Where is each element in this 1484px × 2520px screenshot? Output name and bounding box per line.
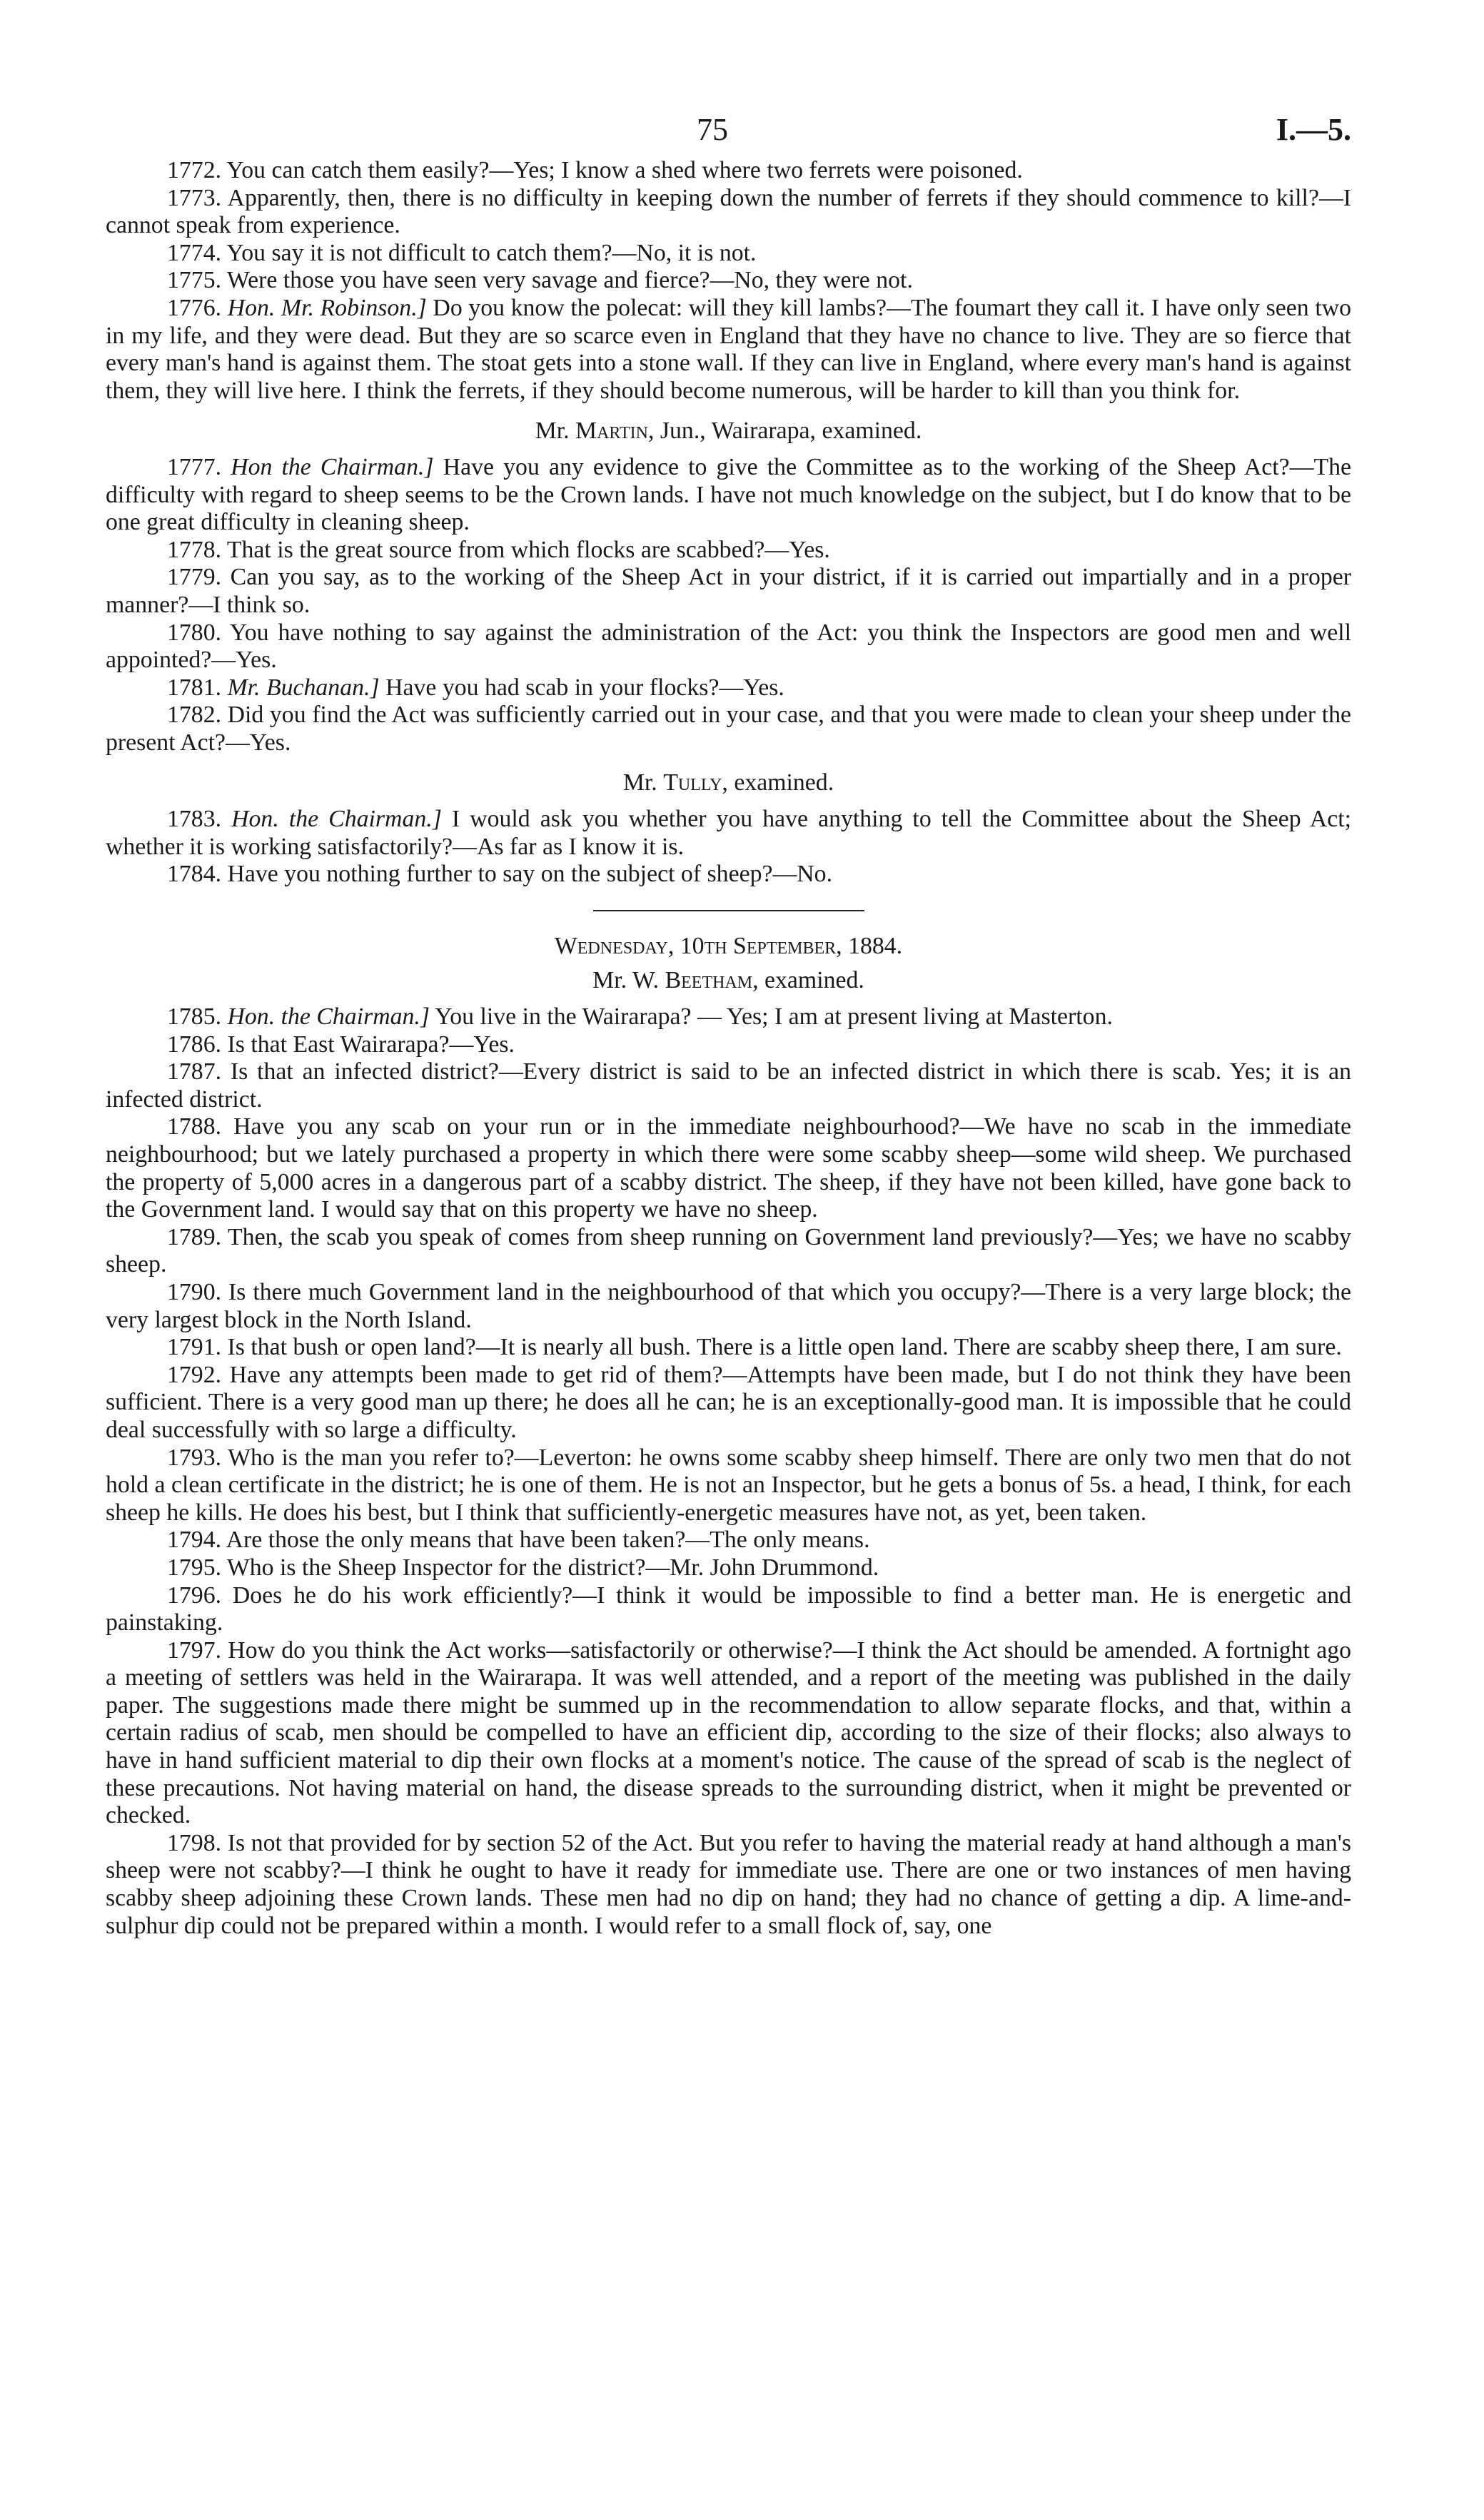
paragraph-text: Do you know the polecat: will they kill lambs?—The foumart they call it. I have only seen two in my life, and they were dead. But they are so scarce even in England that they have no chance to live. They are so fierce that every man's hand is against them. The stoat gets into a stone wall. If they can live in England, where every man's hand is against them, they will live here. I think the ferrets, if they should become numerous, will be harder to kill than you think for. bbox=[106, 294, 1352, 404]
date-heading-text: Wednesday, 10th September bbox=[554, 932, 837, 959]
paragraph-text: Have you any evidence to give the Committee as to the working of the Sheep Act?—The difficulty with regard to sheep seems to be the Crown lands. I have not much knowledge on the subject, but I do know that to be one great difficulty in cleaning sheep. bbox=[106, 453, 1351, 536]
paragraph: 1784. Have you nothing further to say on the subject of sheep?—No. bbox=[167, 861, 833, 888]
speaker-name: Hon the Chairman.] bbox=[231, 453, 434, 480]
paragraph: 1774. You say it is not difficult to catch them?—No, it is not. bbox=[167, 239, 757, 266]
document-body bbox=[106, 157, 1351, 1940]
question-number: 1783. bbox=[167, 806, 222, 833]
paragraph-text: Have you had scab in your flocks?—Yes. bbox=[385, 674, 784, 701]
witness-heading bbox=[106, 769, 1351, 797]
paragraph bbox=[106, 806, 1351, 861]
document-reference: I.—5. bbox=[1276, 112, 1351, 147]
speaker-name: Hon. the Chairman.] bbox=[227, 1003, 430, 1031]
witness-prefix: Mr. W. bbox=[592, 967, 660, 994]
witness-name: Beetham bbox=[665, 967, 753, 994]
speaker-name: Hon. Mr. Robinson.] bbox=[227, 294, 427, 321]
witness-heading bbox=[106, 967, 1351, 995]
witness-name: Martin bbox=[575, 418, 648, 445]
question-number: 1781. bbox=[167, 674, 222, 701]
witness-prefix: Mr. bbox=[535, 418, 570, 445]
paragraph-text: You live in the Wairarapa? — Yes; I am at present living at Masterton. bbox=[435, 1003, 1113, 1031]
document-page bbox=[106, 107, 1351, 1940]
witness-suffix: , examined. bbox=[722, 769, 834, 796]
witness-prefix: Mr. bbox=[622, 769, 657, 796]
section-divider bbox=[593, 910, 864, 911]
witness-suffix: , Jun., Wairarapa, examined. bbox=[647, 418, 922, 445]
paragraph: 1790. Is there much Government land in the neighbourhood of that which you occupy?—There is a very large block; the very largest block in the North Island. bbox=[106, 1278, 1351, 1333]
witness-suffix: , examined. bbox=[752, 967, 864, 994]
page-number: 75 bbox=[697, 112, 728, 147]
paragraph-text: I would ask you whether you have anything to tell the Committee about the Sheep Act; whether it is working satisfactorily?—As far as I know it is. bbox=[106, 806, 1352, 860]
paragraph: 1796. Does he do his work efficiently?—I think it would be impossible to find a better man. He is energetic and painstaking. bbox=[106, 1582, 1351, 1636]
paragraph: 1798. Is not that provided for by section 52 of the Act. But you refer to having the material ready at hand although a man's sheep were not scabby?—I think he ought to have it ready for immediate use. There are one or two instances of men having scabby sheep adjoining these Crown lands. These men had no dip on hand; they had no chance of getting a dip. A lime-and-sulphur dip could not be prepared within a month. I would refer to a small flock of, say, one bbox=[106, 1829, 1351, 1939]
paragraph: 1772. You can catch them easily?—Yes; I know a shed where two ferrets were poisoned. bbox=[167, 157, 1023, 183]
question-number: 1785. bbox=[167, 1003, 222, 1031]
speaker-name: Hon. the Chairman.] bbox=[231, 806, 442, 833]
paragraph: 1797. How do you think the Act works—satisfactorily or otherwise?—I think the Act should be amended. A fortnight ago a meeting of settlers was held in the Wairarapa. It was well attended, and a report of the meeting was published in the daily paper. The suggestions made there might be summed up in the recommendation to allow separate flocks, and that, within a certain radius of scab, men should be compelled to have an efficient dip, according to the size of their flocks; also always to have in hand sufficient material to dip their own flocks at a moment's notice. The cause of the spread of scab is the neglect of these precautions. Not having material on hand, the disease spreads to the surrounding district, when it might be prevented or checked. bbox=[106, 1636, 1351, 1829]
paragraph: 1778. That is the great source from which flocks are scabbed?—Yes. bbox=[167, 536, 830, 563]
paragraph: 1791. Is that bush or open land?—It is nearly all bush. There is a little open land. There are scabby sheep there, I am sure. bbox=[167, 1334, 1342, 1361]
date-heading-year: , 1884. bbox=[836, 932, 903, 959]
paragraph: 1792. Have any attempts been made to get rid of them?—Attempts have been made, but I do not think they have been sufficient. There is a very good man up there; he does all he can; he is an exceptionally-good man. It is impossible that he could deal successfully with so large a difficulty. bbox=[106, 1361, 1351, 1443]
page-header bbox=[106, 107, 1351, 157]
witness-name: Tully bbox=[663, 769, 722, 796]
paragraph: 1775. Were those you have seen very savage and fierce?—No, they were not. bbox=[167, 267, 913, 294]
speaker-name: Mr. Buchanan.] bbox=[227, 674, 380, 701]
paragraph: 1794. Are those the only means that have been taken?—The only means. bbox=[167, 1527, 870, 1554]
paragraph: 1780. You have nothing to say against the administration of the Act: you think the Inspectors are good men and well appointed?—Yes. bbox=[106, 619, 1351, 674]
paragraph: 1795. Who is the Sheep Inspector for the district?—Mr. John Drummond. bbox=[167, 1554, 879, 1581]
paragraph: 1788. Have you any scab on your run or in the immediate neighbourhood?—We have no scab in the immediate neighbourhood; but we lately purchased a property in which there were some scabby sheep—some wild sheep. We purchased the property of 5,000 acres in a dangerous part of a scabby district. The sheep, if they have not been killed, have gone back to the Government land. I would say that on this property we have no sheep. bbox=[106, 1113, 1351, 1223]
paragraph: 1786. Is that East Wairarapa?—Yes. bbox=[167, 1031, 515, 1058]
paragraph: 1773. Apparently, then, there is no difficulty in keeping down the number of ferrets if they should commence to kill?—I cannot speak from experience. bbox=[106, 184, 1351, 239]
paragraph: 1782. Did you find the Act was sufficiently carried out in your case, and that you were made to clean your sheep under the present Act?—Yes. bbox=[106, 702, 1351, 756]
paragraph: 1793. Who is the man you refer to?—Leverton: he owns some scabby sheep himself. There are only two men that do not hold a clean certificate in the district; he is one of them. He is not an Inspector, but he gets a bonus of 5s. a head, I think, for each sheep he kills. He does his best, but I think that sufficiently-energetic measures have not, as yet, been taken. bbox=[106, 1444, 1351, 1526]
witness-heading bbox=[106, 418, 1351, 445]
paragraph bbox=[106, 295, 1351, 405]
paragraph bbox=[106, 674, 1351, 702]
paragraph: 1789. Then, the scab you speak of comes from sheep running on Government land previously?—Yes; we have no scabby sheep. bbox=[106, 1223, 1351, 1278]
question-number: 1777. bbox=[167, 453, 222, 480]
paragraph: 1779. Can you say, as to the working of the Sheep Act in your district, if it is carried out impartially and in a proper manner?—I think so. bbox=[106, 564, 1351, 618]
paragraph bbox=[106, 454, 1351, 537]
question-number: 1776. bbox=[167, 294, 222, 321]
paragraph bbox=[106, 1003, 1351, 1031]
date-heading bbox=[106, 933, 1351, 961]
paragraph: 1787. Is that an infected district?—Every district is said to be an infected district in which there is scab. Yes; it is an infected district. bbox=[106, 1058, 1351, 1113]
